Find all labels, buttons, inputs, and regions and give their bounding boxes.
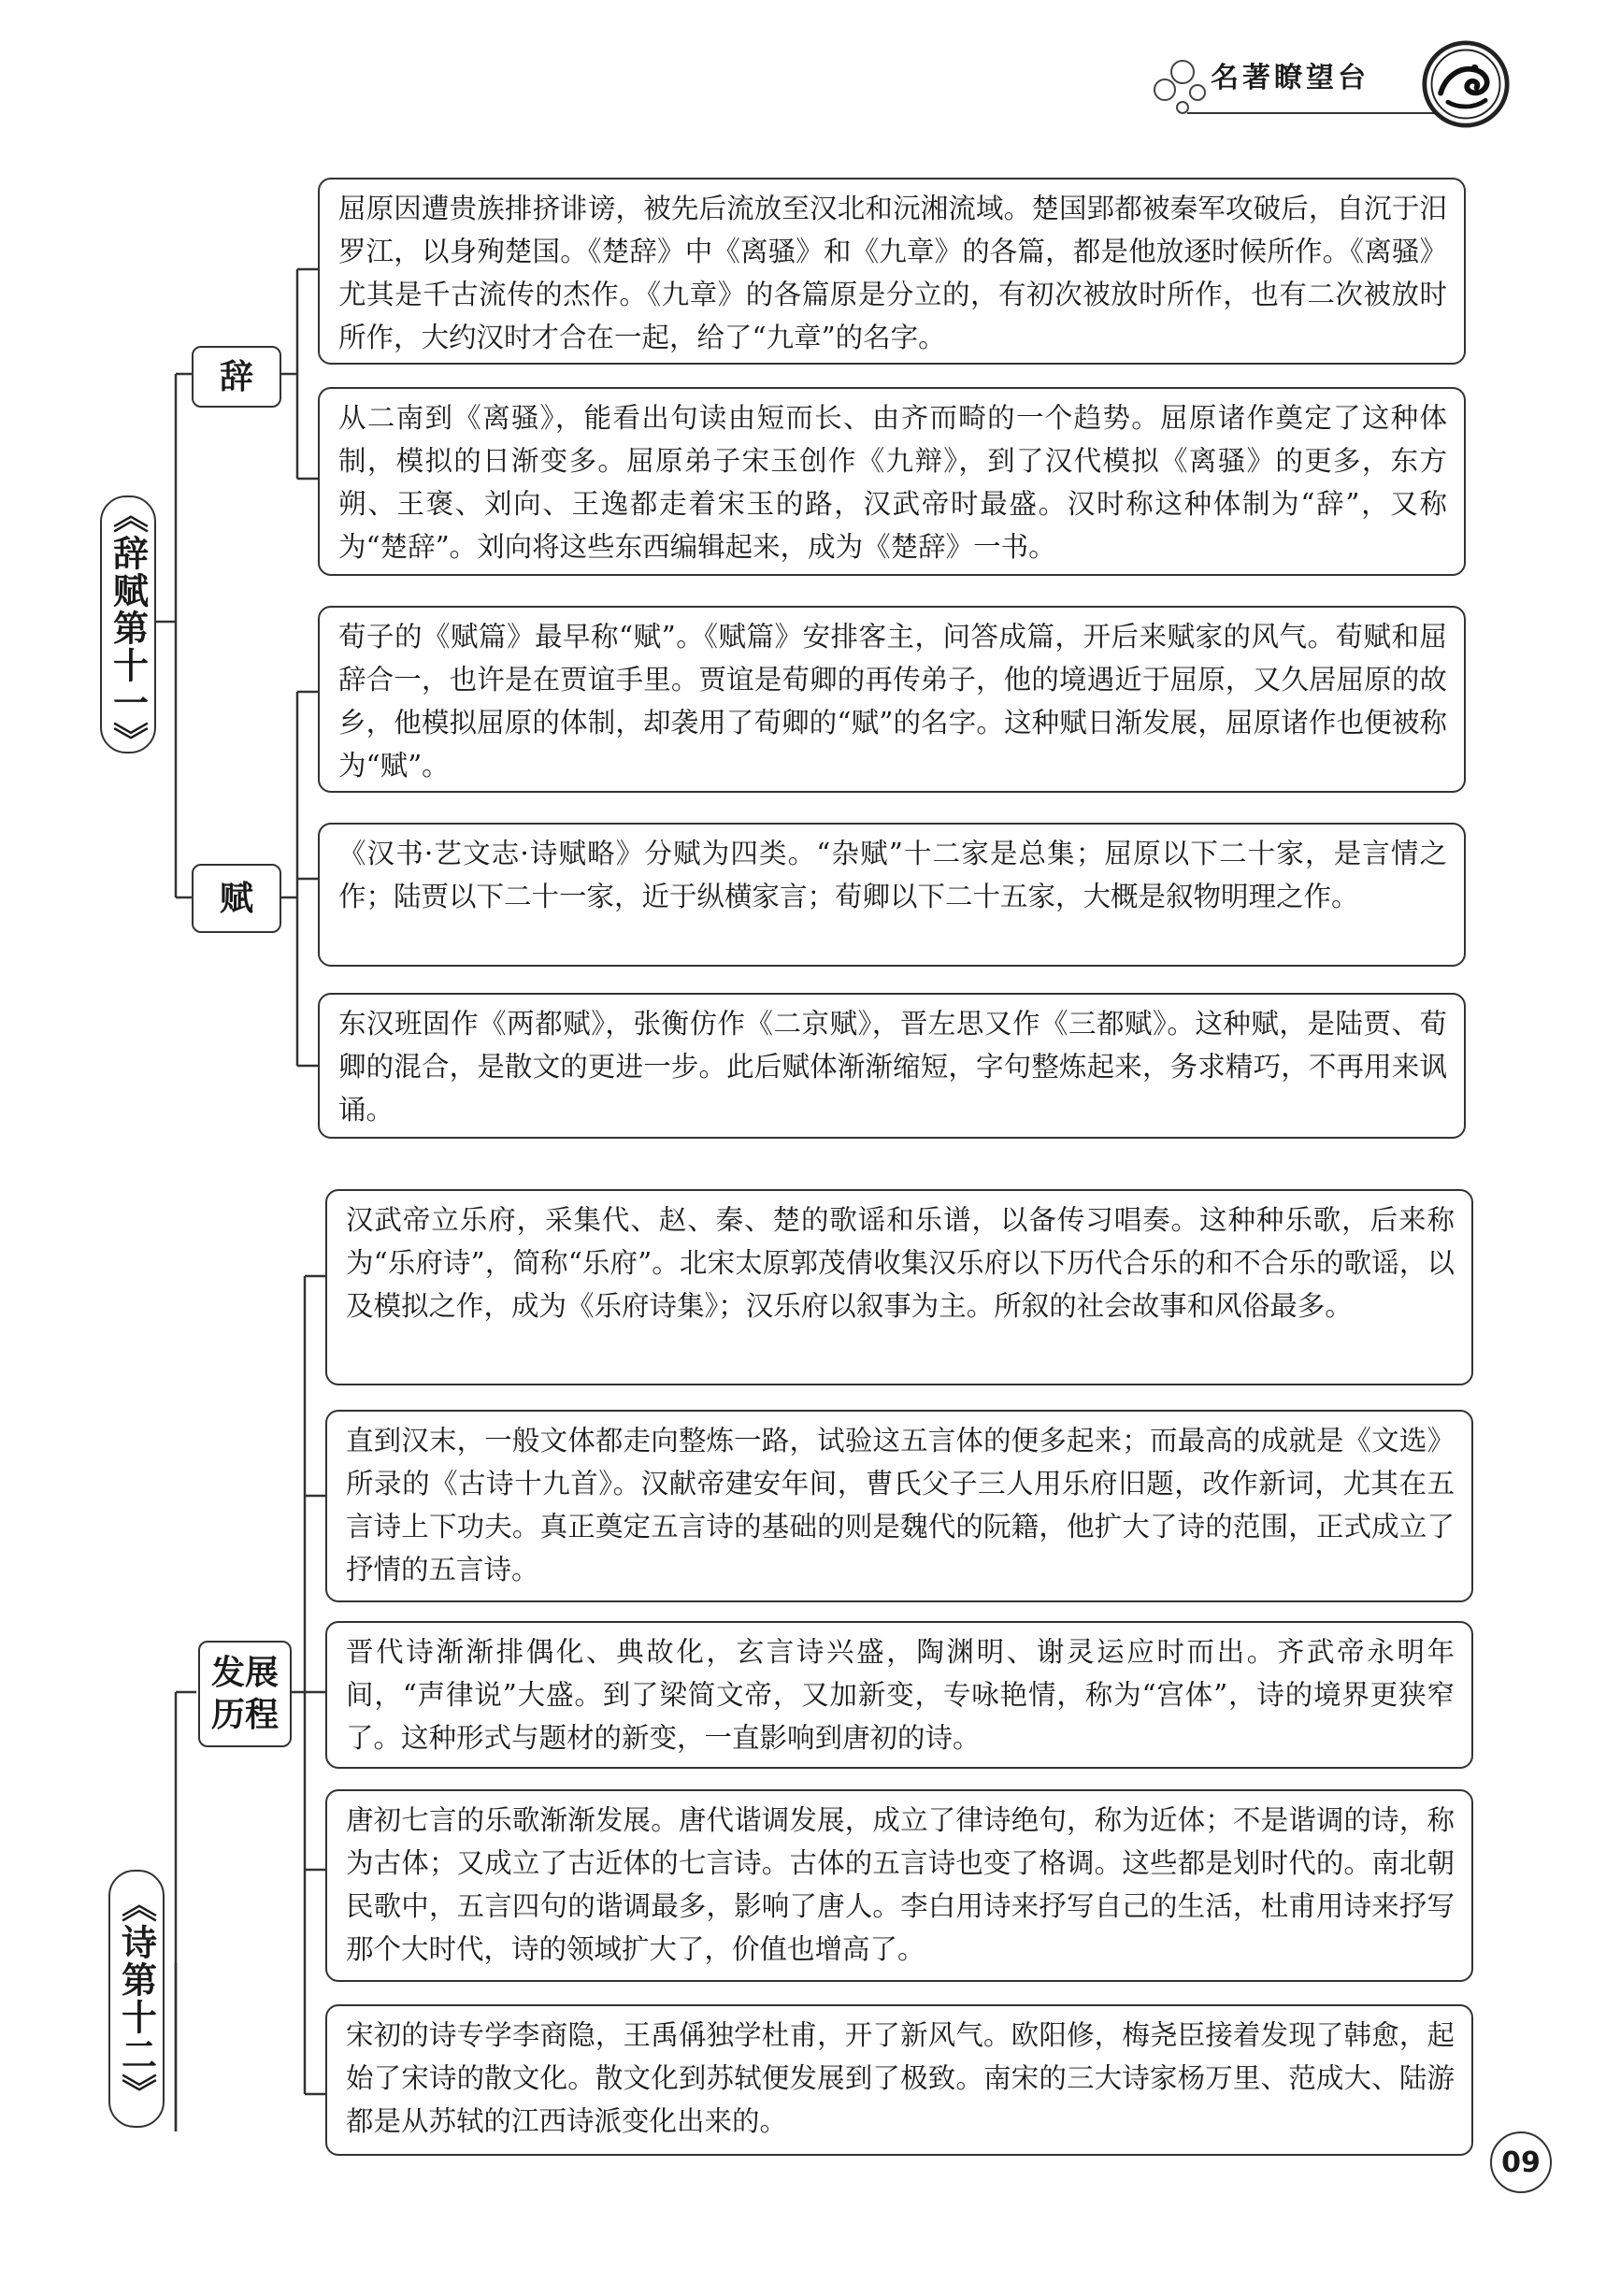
branch-label-fu: 赋 — [192, 864, 281, 933]
content-box: 东汉班固作《两都赋》，张衡仿作《二京赋》，晋左思又作《三都赋》。这种赋，是陆贾、荀卿的混合，是散文的更进一步。此后赋体渐渐缩短，字句整炼起来，务求精巧，不再用来讽诵。 — [318, 993, 1466, 1139]
branch-label-ci: 辞 — [192, 346, 281, 408]
page-number: 09 — [1490, 2131, 1552, 2193]
content-box: 屈原因遭贵族排挤诽谤，被先后流放至汉北和沅湘流域。楚国郢都被秦军攻破后，自沉于汨罗江，以身殉楚国。《楚辞》中《离骚》和《九章》的各篇，都是他放逐时候所作。《离骚》尤其是千古流传的杰作。《九章》的各篇原是分立的，有初次被放时所作，也有二次被放时所作，大约汉时才合在一起，给了“九章”的名字。 — [318, 178, 1466, 365]
content-box: 唐初七言的乐歌渐渐发展。唐代谐调发展，成立了律诗绝句，称为近体；不是谐调的诗，称为古体；又成立了古近体的七言诗。古体的五言诗也变了格调。这些都是划时代的。南北朝民歌中，五言四句的谐调最多，影响了唐人。李白用诗来抒写自己的生活，杜甫用诗来抒写那个大时代，诗的领域扩大了，价值也增高了。 — [325, 1789, 1473, 1982]
content-box: 荀子的《赋篇》最早称“赋”。《赋篇》安排客主，问答成篇，开后来赋家的风气。荀赋和屈辞合一，也许是在贾谊手里。贾谊是荀卿的再传弟子，他的境遇近于屈原，又久居屈原的故乡，他模拟屈原的体制，却袭用了荀卿的“赋”的名字。这种赋日渐发展，屈原诸作也便被称为“赋”。 — [318, 606, 1466, 793]
content-box: 宋初的诗专学李商隐，王禹偁独学杜甫，开了新风气。欧阳修，梅尧臣接着发现了韩愈，起始了宋诗的散文化。散文化到苏轼便发展到了极致。南宋的三大诗家杨万里、范成大、陆游都是从苏轼的江西诗派变化出来的。 — [325, 2004, 1473, 2156]
content-box: 《汉书·艺文志·诗赋略》分赋为四类。“杂赋”十二家是总集；屈原以下二十家，是言情之作；陆贾以下二十一家，近于纵横家言；荀卿以下二十五家，大概是叙物明理之作。 — [318, 823, 1466, 967]
section-title: 名著瞭望台 — [1211, 62, 1369, 94]
branch-label-development: 发展历程 — [198, 1641, 292, 1747]
content-box: 汉武帝立乐府，采集代、赵、秦、楚的歌谣和乐谱，以备传习唱奏。这种种乐歌，后来称为“乐府诗”，简称“乐府”。北宋太原郭茂倩收集汉乐府以下历代合乐的和不合乐的歌谣，以及模拟之作，成为《乐府诗集》；汉乐府以叙事为主。所叙的社会故事和风俗最多。 — [325, 1189, 1473, 1385]
chapter-title-shi: 《诗第十二》 — [108, 1870, 165, 2128]
content-box: 直到汉末，一般文体都走向整炼一路，试验这五言体的便多起来；而最高的成就是《文选》所录的《古诗十九首》。汉献帝建安年间，曹氏父子三人用乐府旧题，改作新词，尤其在五言诗上下功夫。真正奠定五言诗的基础的则是魏代的阮籍，他扩大了诗的范围，正式成立了抒情的五言诗。 — [325, 1410, 1473, 1602]
content-box: 从二南到《离骚》，能看出句读由短而长、由齐而畸的一个趋势。屈原诸作奠定了这种体制，模拟的日渐变多。屈原弟子宋玉创作《九辩》，到了汉代模拟《离骚》的更多，东方朔、王褒、刘向、王逸都走着宋玉的路，汉武帝时最盛。汉时称这种体制为“辞”，又称为“楚辞”。刘向将这些东西编辑起来，成为《楚辞》一书。 — [318, 387, 1466, 576]
content-box: 晋代诗渐渐排偶化、典故化，玄言诗兴盛，陶渊明、谢灵运应时而出。齐武帝永明年间，“声律说”大盛。到了梁简文帝，又加新变，专咏艳情，称为“宫体”，诗的境界更狭窄了。这种形式与题材的新变，一直影响到唐初的诗。 — [325, 1621, 1473, 1769]
chapter-title-ci-fu: 《辞赋第十一》 — [100, 495, 156, 753]
